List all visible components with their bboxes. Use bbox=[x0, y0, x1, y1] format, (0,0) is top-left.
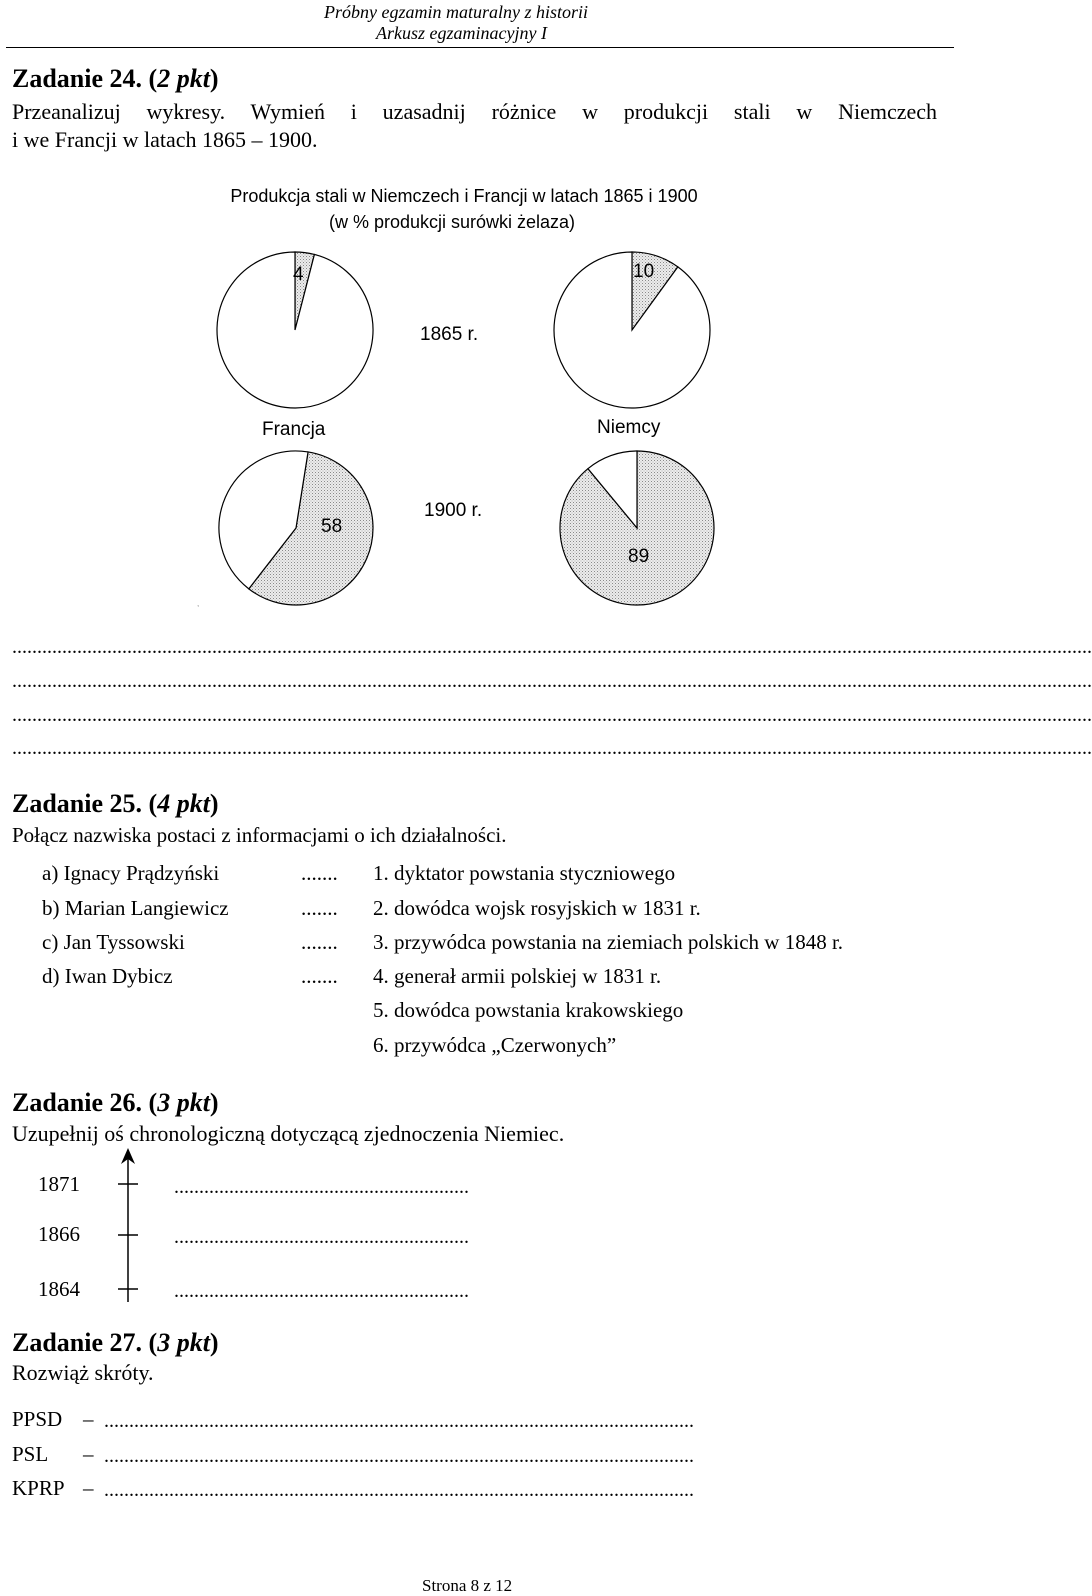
answer-blank-b[interactable]: ....... bbox=[301, 896, 338, 920]
task-24-answer-line-4[interactable]: ........................................................................................................................................................................................................................ bbox=[12, 737, 1092, 759]
answer-blank-a[interactable]: ....... bbox=[301, 861, 338, 885]
person-b: b) Marian Langiewicz bbox=[42, 896, 229, 920]
answer-kprp[interactable]: ...................................................................................................................... bbox=[104, 1479, 694, 1501]
chart-title: Produkcja stali w Niemczech i Francji w latach 1865 i 1900 bbox=[230, 186, 698, 206]
slice-label-fr-1900: 58 bbox=[321, 516, 343, 537]
option-4: 4. generał armii polskiej w 1831 r. bbox=[373, 964, 662, 988]
dash-ppsd: – bbox=[83, 1407, 94, 1431]
option-5: 5. dowódca powstania krakowskiego bbox=[373, 998, 684, 1022]
chart-subtitle: (w % produkcji surówki żelaza) bbox=[328, 212, 576, 232]
task-26-instruction: Uzupełnij oś chronologiczną dotyczącą zjednoczenia Niemiec. bbox=[12, 1121, 565, 1146]
slice-label-fr-1865: 4 bbox=[293, 264, 304, 285]
header-exam-title: Próbny egzamin maturalny z historii bbox=[324, 2, 588, 22]
task-27-instruction: Rozwiąż skróty. bbox=[12, 1360, 154, 1385]
task-24-answer-line-3[interactable]: ........................................................................................................................................................................................................................ bbox=[12, 704, 1092, 726]
dash-psl: – bbox=[83, 1442, 94, 1466]
dash-kprp: – bbox=[83, 1476, 94, 1500]
answer-psl[interactable]: ...................................................................................................................... bbox=[104, 1445, 694, 1467]
answer-ppsd[interactable]: ...................................................................................................................... bbox=[104, 1410, 694, 1432]
task-24-instruction-line2: i we Francji w latach 1865 – 1900. bbox=[12, 127, 318, 152]
timeline-answer-1866[interactable]: ........................................................... bbox=[174, 1226, 469, 1248]
task-24-title: Zadanie 24. (2 pkt) bbox=[12, 64, 219, 93]
person-c: c) Jan Tyssowski bbox=[42, 930, 185, 954]
task-25-instruction: Połącz nazwiska postaci z informacjami o ich działalności. bbox=[12, 823, 507, 847]
abbreviation-ppsd: PPSD bbox=[12, 1407, 63, 1431]
task-27-title: Zadanie 27. (3 pkt) bbox=[12, 1328, 219, 1357]
year-label-1900: 1900 r. bbox=[424, 500, 483, 521]
abbreviation-kprp: KPRP bbox=[12, 1476, 65, 1500]
timeline-answer-1871[interactable]: ........................................................... bbox=[174, 1176, 469, 1198]
header-sheet-title: Arkusz egzaminacyjny I bbox=[376, 23, 547, 43]
page-number: Strona 8 z 12 bbox=[422, 1576, 513, 1595]
option-1: 1. dyktator powstania styczniowego bbox=[373, 861, 676, 885]
slice-label-de-1900: 89 bbox=[628, 546, 650, 567]
option-6: 6. przywódca „Czerwonych” bbox=[373, 1033, 617, 1057]
slice-label-de-1865: 10 bbox=[633, 261, 655, 282]
timeline-year-1866: 1866 bbox=[38, 1222, 80, 1246]
answer-blank-d[interactable]: ....... bbox=[301, 964, 338, 988]
person-d: d) Iwan Dybicz bbox=[42, 964, 173, 988]
pie-germany-1865-remainder-slice bbox=[554, 252, 710, 408]
timeline-axis bbox=[108, 1148, 148, 1308]
task-24-answer-line-1[interactable]: ........................................................................................................................................................................................................................ bbox=[12, 636, 1092, 658]
year-label-1865: 1865 r. bbox=[420, 324, 479, 345]
header-rule bbox=[6, 47, 954, 48]
task-25-title: Zadanie 25. (4 pkt) bbox=[12, 789, 219, 818]
abbreviation-psl: PSL bbox=[12, 1442, 49, 1466]
option-3: 3. przywódca powstania na ziemiach polskich w 1848 r. bbox=[373, 930, 844, 954]
steel-production-pie-charts bbox=[0, 175, 1092, 795]
stray-mark: , bbox=[197, 599, 200, 608]
task-26-title: Zadanie 26. (3 pkt) bbox=[12, 1088, 219, 1117]
timeline-year-1864: 1864 bbox=[38, 1277, 80, 1301]
country-label-france: Francja bbox=[262, 419, 326, 440]
timeline-answer-1864[interactable]: ........................................................... bbox=[174, 1280, 469, 1302]
option-2: 2. dowódca wojsk rosyjskich w 1831 r. bbox=[373, 896, 701, 920]
task-24-instruction-line1: Przeanalizuj wykresy. Wymień i uzasadnij różnice w produkcji stali w Niemczech bbox=[12, 99, 937, 124]
timeline-year-1871: 1871 bbox=[38, 1172, 80, 1196]
answer-blank-c[interactable]: ....... bbox=[301, 930, 338, 954]
person-a: a) Ignacy Prądzyński bbox=[42, 861, 220, 885]
task-24-answer-line-2[interactable]: ........................................................................................................................................................................................................................ bbox=[12, 670, 1092, 692]
country-label-germany: Niemcy bbox=[597, 417, 661, 438]
